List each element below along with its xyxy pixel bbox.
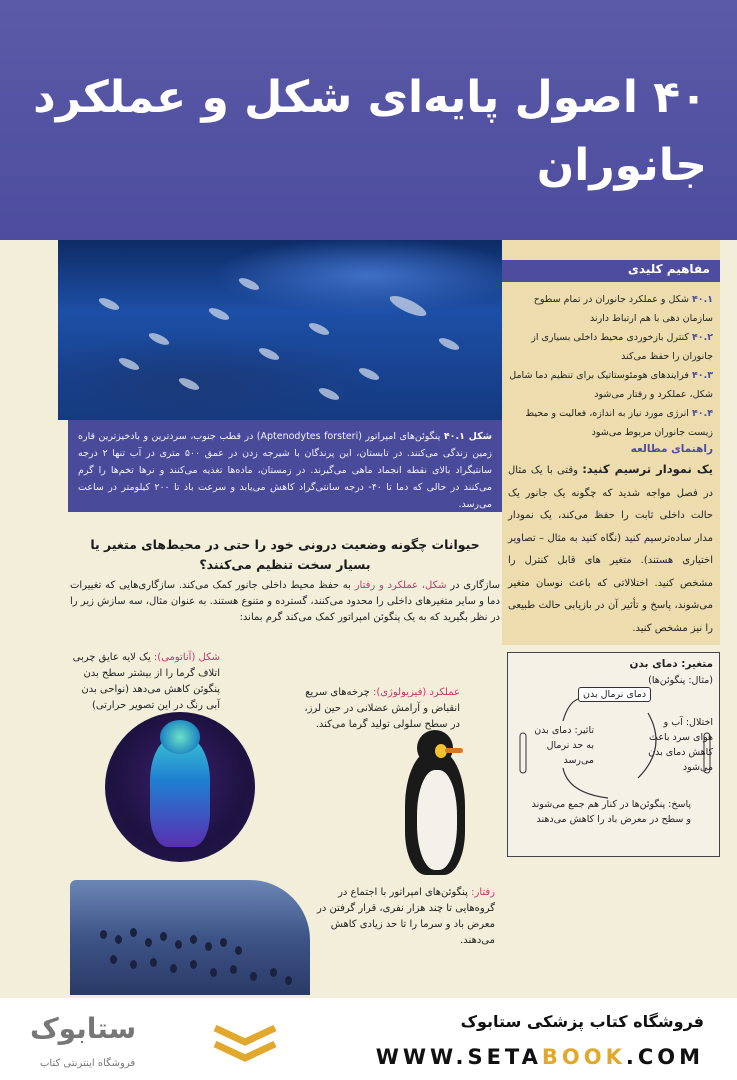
diagram-response: پاسخ: پنگوئن‌ها در کنار هم جمع می‌شوند و سطح در معرض باد را کاهش می‌دهند [531, 799, 691, 825]
thermal-penguin-image [105, 712, 255, 862]
diagram-arrows [508, 653, 721, 858]
concept-item: ۴۰.۳ فرایندهای هومئوستاتیک برای تنظیم دما شامل شکل، عملکرد و رفتار می‌شود [509, 370, 713, 400]
diagram-variable: متغیر: دمای بدن [629, 658, 713, 670]
section-body: سازگاری در شکل، عملکرد و رفتار به حفظ محیط داخلی جانور کمک می‌کند. سازگاری‌هایی که تغییرات دما و سایر متغیرهای داخلی را محدود می‌کنند، گسترده و متنوع هستند. به عنوان مثال، سه سازش زیر را در نظر بگیرید که به یک پنگوئن امپراتور کمک می‌کند گرم بماند: [70, 580, 500, 623]
feedback-loop-diagram [507, 652, 720, 857]
section-question: حیوانات چگونه وضعیت درونی خود را حتی در محیط‌های متغیر یا بسیار سخت تنظیم می‌کنند؟ [90, 537, 480, 572]
penguin-colony-image [70, 880, 310, 995]
diagram-effect: تاثیر: دمای بدن به حد نرمال می‌رسد [534, 725, 594, 766]
study-guide-title: راهنمای مطالعه [630, 443, 713, 455]
store-url[interactable]: WWW.SETABOOK.COM [375, 1045, 704, 1069]
chapter-title-line2: جانوران [536, 140, 707, 191]
store-logo-icon [210, 1020, 280, 1068]
annotation-shape: شکل (آناتومی): یک لایه عایق چربی اتلاف گرما را از بیشتر سطح بدن پنگوئن کاهش می‌دهد (نواحی بدن آبی رنگ در این تصویر حرارتی) [72, 652, 220, 711]
figure-caption [68, 420, 502, 512]
emperor-penguin-image [395, 730, 475, 880]
underwater-penguins-photo [58, 240, 502, 420]
concept-item: ۴۰.۲ کنترل بازخوردی محیط داخلی بسیاری از جانوران را حفظ می‌کند [531, 332, 713, 362]
study-guide-text: یک نمودار ترسیم کنید: وقتی با یک مثال در فصل مواجه شدید که چگونه یک جانور یک حالت داخلی ثابت را حفظ می‌کند، یک نمودار مدار ساده‌ترسیم کنید (نگاه کنید به مثال – تصاویر اختیاری هستند). متغیر های قابل کنترل را مشخص کنید. اختلالاتی که باعث نوسان متغیر می‌شوند، پاسخ و تأثیر آن در بازیابی حالت طبیعی را نیز مشخص کنید. [508, 462, 713, 634]
store-logo-subtitle: فروشگاه اینترنتی کتاب [40, 1058, 136, 1069]
concept-item: ۴۰.۴ انرژی مورد نیاز به اندازه، فعالیت و محیط زیست جانوران مربوط می‌شود [525, 408, 713, 438]
chapter-title: ۴۰ اصول پایه‌ای شکل و عملکرد [33, 72, 707, 123]
normal-temp-box: دمای نرمال بدن [578, 687, 651, 702]
highlight-text: شکل، عملکرد و رفتار [354, 580, 447, 591]
diagram-disturbance: اختلال: آب و هوای سرد باعث کاهش دمای بدن می‌شود [648, 717, 713, 773]
annotation-function: عملکرد (فیزیولوژی): چرخه‌های سریع انقباض و آرامش عضلانی در حین لرز، در سطح سلولی تولید گرما می‌کند. [304, 687, 460, 730]
caption-text: پنگوئن‌های امپراتور (Aptenodytes forsteri) در قطب جنوب، سردترین و بادخیزترین قاره زمین زندگی می‌کنند. در تابستان، این پرندگان با شیرجه زدن در عمق ۵۰۰ متری در آب تنها ۲ درجه سانتیگراد بالای نقطه انجماد ماهی می‌گیرند. در زمستان، ماده‌ها تغذیه می‌کنند و نرها تخم‌ها را گرم می‌کنند در حالی که دما تا ۴۰- درجه سانتی‌گراد کاهش می‌یابد و سرعت باد تا ۲۰۰ کیلومتر در ساعت می‌رسد. [78, 431, 492, 510]
store-name: فروشگاه کتاب پزشکی ستابوک [460, 1012, 704, 1031]
concept-item: ۴۰.۱ شکل و عملکرد جانوران در تمام سطوح سازمان دهی با هم ارتباط دارند [533, 294, 713, 324]
caption-label: شکل ۴۰.۱ [443, 431, 493, 442]
store-logo: ستابوک [30, 1012, 137, 1045]
key-concepts-title: مفاهیم کلیدی [502, 260, 720, 282]
chapter-header [0, 0, 737, 240]
key-concepts-list [508, 290, 713, 442]
diagram-example: (مثال: پنگوئن‌ها) [648, 675, 713, 686]
annotation-behavior: رفتار: پنگوئن‌های امپراتور با اجتماع در گروه‌هایی تا چند هزار نفری، قرار گرفتن در معرض باد و سرما را تا حد زیادی کاهش می‌دهند. [316, 887, 495, 946]
